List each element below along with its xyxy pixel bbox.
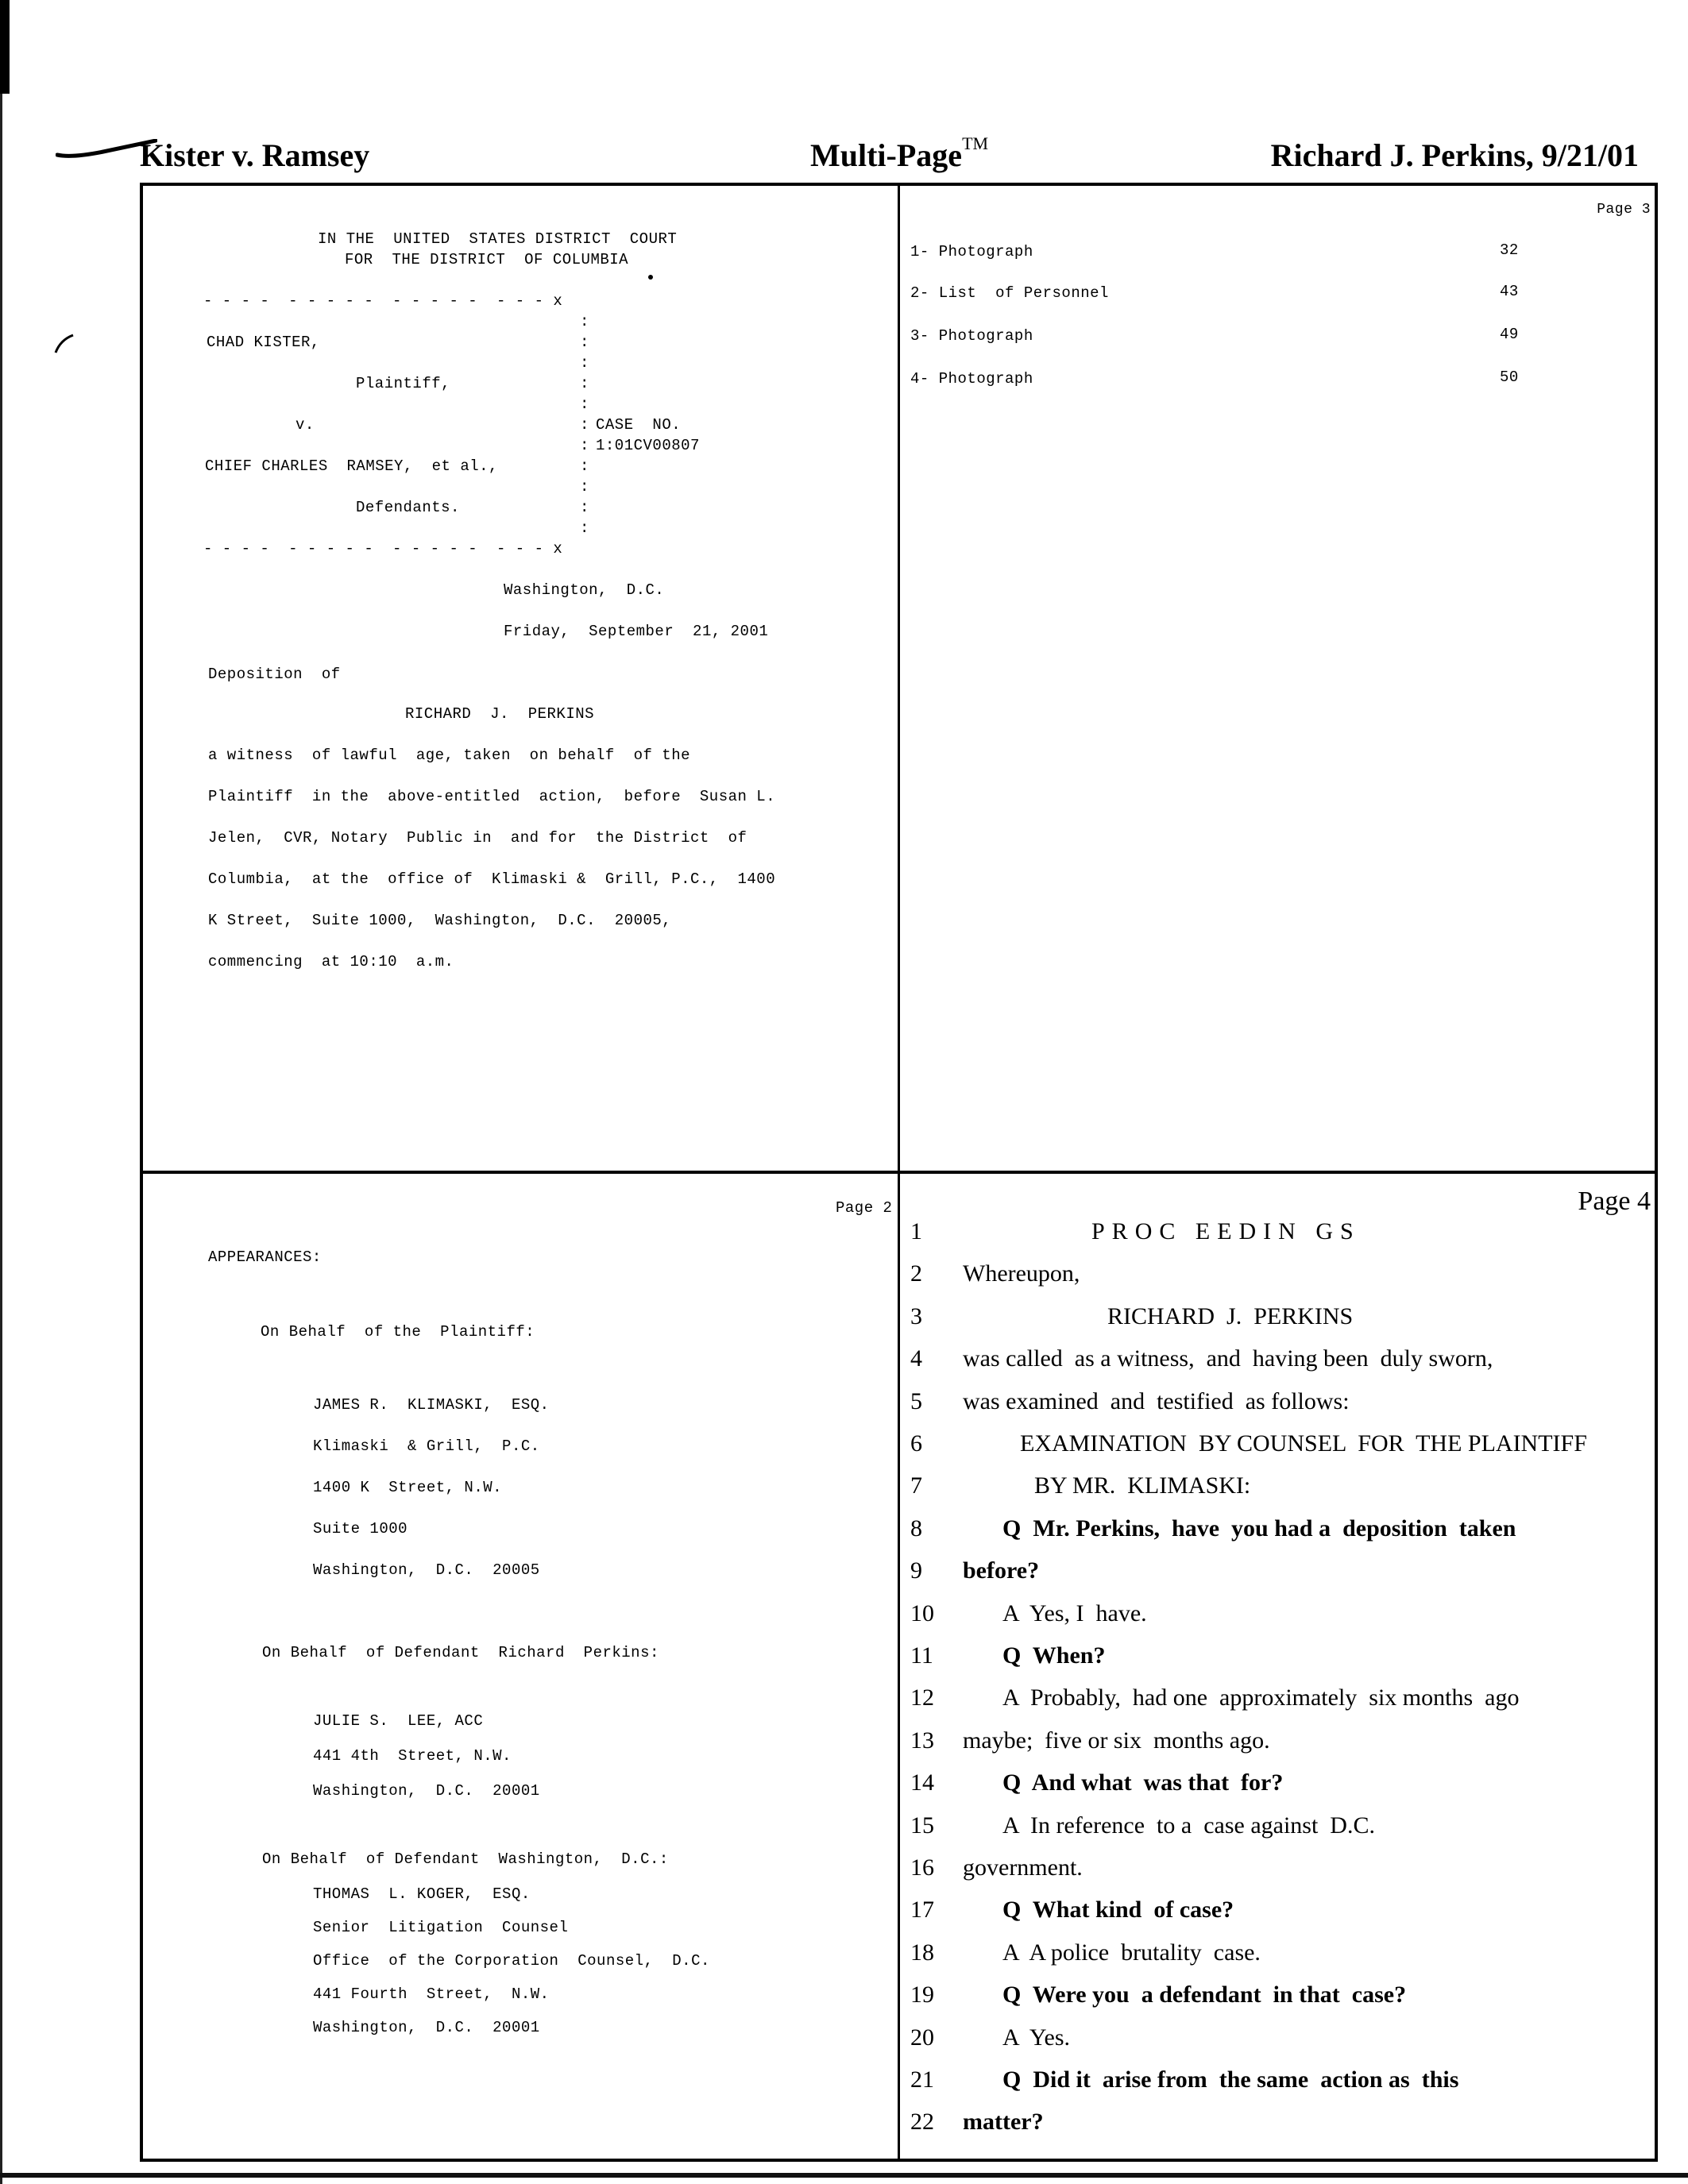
appearance-line: JULIE S. LEE, ACC [313,1712,484,1730]
format-header [810,133,989,174]
exhibit-label: 4- Photograph [910,370,1033,388]
line-number: 20 [910,2024,934,2051]
transcript-line [901,1897,1657,1936]
exhibit-page: 50 [1500,369,1519,386]
plaintiff-label: Plaintiff, [356,375,451,392]
transcript-line [901,1515,1657,1555]
caption-colon: : [580,519,589,537]
appearance-line: Washington, D.C. 20001 [313,2019,540,2036]
line-text: A A police brutality case. [1002,1939,1261,1966]
caption-colon: : [580,334,589,351]
line-text: RICHARD J. PERKINS [1107,1302,1354,1329]
transcript-line [901,1557,1657,1597]
line-number: 11 [910,1642,933,1669]
transcript-line [901,1345,1657,1385]
deposition-date: Friday, September 21, 2001 [504,623,769,640]
transcript-line [901,1981,1657,2021]
appearance-line: 441 4th Street, N.W. [313,1747,512,1765]
line-text: PROC EEDIN GS [1091,1218,1361,1244]
line-number: 14 [910,1769,934,1796]
line-text: A In reference to a case against D.C. [1002,1812,1375,1839]
court-title-line1: IN THE UNITED STATES DISTRICT COURT [318,230,678,248]
exhibit-page: 32 [1500,241,1519,259]
plaintiff-name: CHAD KISTER, [207,334,320,351]
format-label: Multi-Page [810,137,963,173]
appearance-line: Office of the Corporation Counsel, D.C. [313,1952,710,1970]
line-text: was called as a witness, and having been duly sworn, [963,1345,1493,1372]
caption-separator-bottom: - - - - - - - - - - - - - - - - - x [203,540,563,558]
body-line: Jelen, CVR, Notary Public in and for the District of [208,829,747,847]
page-number-label: Page 3 [1597,202,1651,218]
line-number: 19 [910,1981,934,2008]
caption-colon: : [580,478,589,496]
line-number: 6 [910,1430,922,1457]
line-number: 4 [910,1345,922,1372]
transcript-line [901,2066,1657,2106]
witness-date-header: Richard J. Perkins, 9/21/01 [1270,137,1639,173]
line-number: 8 [910,1515,922,1542]
line-text: government. [963,1854,1083,1881]
defendant-name: CHIEF CHARLES RAMSEY, et al., [205,457,498,475]
line-text: Q Did it arise from the same action as this [1002,2066,1459,2093]
transcript-line [901,1472,1657,1512]
line-number: 7 [910,1472,922,1499]
case-number: 1:01CV00807 [596,437,700,454]
line-number: 13 [910,1727,934,1754]
transcript-line [901,1303,1657,1343]
line-number: 5 [910,1387,922,1414]
line-text: BY MR. KLIMASKI: [1034,1472,1251,1499]
line-number: 22 [910,2109,934,2136]
line-text: Whereupon, [963,1260,1080,1287]
line-text: matter? [963,2109,1044,2136]
appearance-line: Washington, D.C. 20001 [313,1782,540,1800]
case-name-header: Kister v. Ramsey [140,137,370,173]
scan-speck [648,275,653,280]
caption-colon: : [580,457,589,475]
line-number: 12 [910,1684,934,1711]
line-text: Q And what was that for? [1002,1769,1284,1796]
transcript-line [901,1854,1657,1894]
versus-label: v. [295,416,315,434]
appearance-line: Suite 1000 [313,1520,408,1538]
line-text: maybe; five or six months ago. [963,1727,1270,1754]
appearances-heading: APPEARANCES: [208,1248,322,1266]
caption-colon: : [580,375,589,392]
caption-colon: : [580,354,589,372]
transcript-page-1 [143,186,896,1169]
trademark-mark: TM [962,133,989,153]
line-number: 3 [910,1302,922,1329]
transcript-page-4 [901,1174,1657,2160]
caption-colon: : [580,396,589,413]
caption-colon: : [580,437,589,454]
exhibit-label: 1- Photograph [910,243,1033,260]
body-line: Plaintiff in the above-entitled action, before Susan L. [208,788,776,805]
line-number: 18 [910,1939,934,1966]
appearance-group-title: On Behalf of Defendant Richard Perkins: [262,1644,659,1661]
appearance-line: THOMAS L. KOGER, ESQ. [313,1885,531,1903]
transcript-line [901,1218,1657,1258]
transcript-line [901,1769,1657,1809]
line-text: Q What kind of case? [1002,1897,1234,1924]
appearance-line: Klimaski & Grill, P.C. [313,1437,540,1455]
caption-colon: : [580,499,589,516]
caption-colon: : [580,416,589,434]
transcript-page-2 [143,1174,896,2160]
scan-bottom-edge [0,2173,1688,2178]
line-number: 9 [910,1557,922,1584]
line-number: 21 [910,2066,934,2093]
transcript-line [901,1939,1657,1979]
case-number-label: CASE NO. [596,416,682,434]
line-text: was examined and testified as follows: [963,1387,1350,1414]
transcript-line [901,1600,1657,1640]
appearance-group-title: On Behalf of the Plaintiff: [261,1323,535,1341]
defendant-label: Defendants. [356,499,460,516]
transcript-line [901,1388,1657,1428]
line-text: Q When? [1002,1642,1106,1669]
appearance-line: 1400 K Street, N.W. [313,1479,503,1496]
transcript-page-3 [901,186,1657,1169]
body-line: commencing at 10:10 a.m. [208,953,454,970]
transcript-line [901,1684,1657,1724]
body-line: Columbia, at the office of Klimaski & Grill, P.C., 1400 [208,870,776,888]
appearance-group-title: On Behalf of Defendant Washington, D.C.: [262,1850,669,1868]
scan-edge-line [0,94,2,2184]
transcript-line [901,1727,1657,1767]
line-text: A Yes, I have. [1002,1599,1147,1626]
line-number: 17 [910,1897,934,1924]
witness-name: RICHARD J. PERKINS [405,705,595,723]
line-text: Q Were you a defendant in that case? [1002,1981,1407,2008]
exhibit-page: 49 [1500,326,1519,343]
line-number: 10 [910,1599,934,1626]
deposition-of-label: Deposition of [208,666,341,683]
body-line: K Street, Suite 1000, Washington, D.C. 20005, [208,912,672,929]
court-title-line2: FOR THE DISTRICT OF COLUMBIA [345,251,629,268]
transcript-line [901,2109,1657,2148]
pen-mark-small [52,332,76,356]
line-text: Q Mr. Perkins, have you had a deposition taken [1002,1515,1516,1542]
caption-colon: : [580,313,589,330]
transcript-line [901,1260,1657,1300]
appearance-line: Senior Litigation Counsel [313,1919,569,1936]
exhibit-page: 43 [1500,283,1519,300]
line-number: 2 [910,1260,922,1287]
page-number-label: Page 2 [836,1199,893,1217]
line-number: 1 [910,1218,922,1244]
line-text: before? [963,1557,1040,1584]
appearance-line: Washington, D.C. 20005 [313,1561,540,1579]
exhibit-label: 3- Photograph [910,327,1033,345]
transcript-line [901,1642,1657,1682]
appearance-line: JAMES R. KLIMASKI, ESQ. [313,1396,550,1414]
line-text: A Probably, had one approximately six months ago [1002,1684,1520,1711]
scan-edge-artifact [0,0,10,94]
deposition-location: Washington, D.C. [504,581,665,599]
caption-separator-top: - - - - - - - - - - - - - - - - - x [203,292,563,310]
line-text: A Yes. [1002,2024,1071,2051]
transcript-line [901,2024,1657,2064]
line-number: 16 [910,1854,934,1881]
exhibit-label: 2- List of Personnel [910,284,1109,302]
line-number: 15 [910,1812,934,1839]
page-number-label: Page 4 [1578,1187,1651,1216]
appearance-line: 441 Fourth Street, N.W. [313,1985,550,2003]
transcript-line [901,1430,1657,1470]
line-text: EXAMINATION BY COUNSEL FOR THE PLAINTIFF [1020,1430,1587,1457]
transcript-line [901,1812,1657,1852]
body-line: a witness of lawful age, taken on behalf of the [208,747,690,764]
